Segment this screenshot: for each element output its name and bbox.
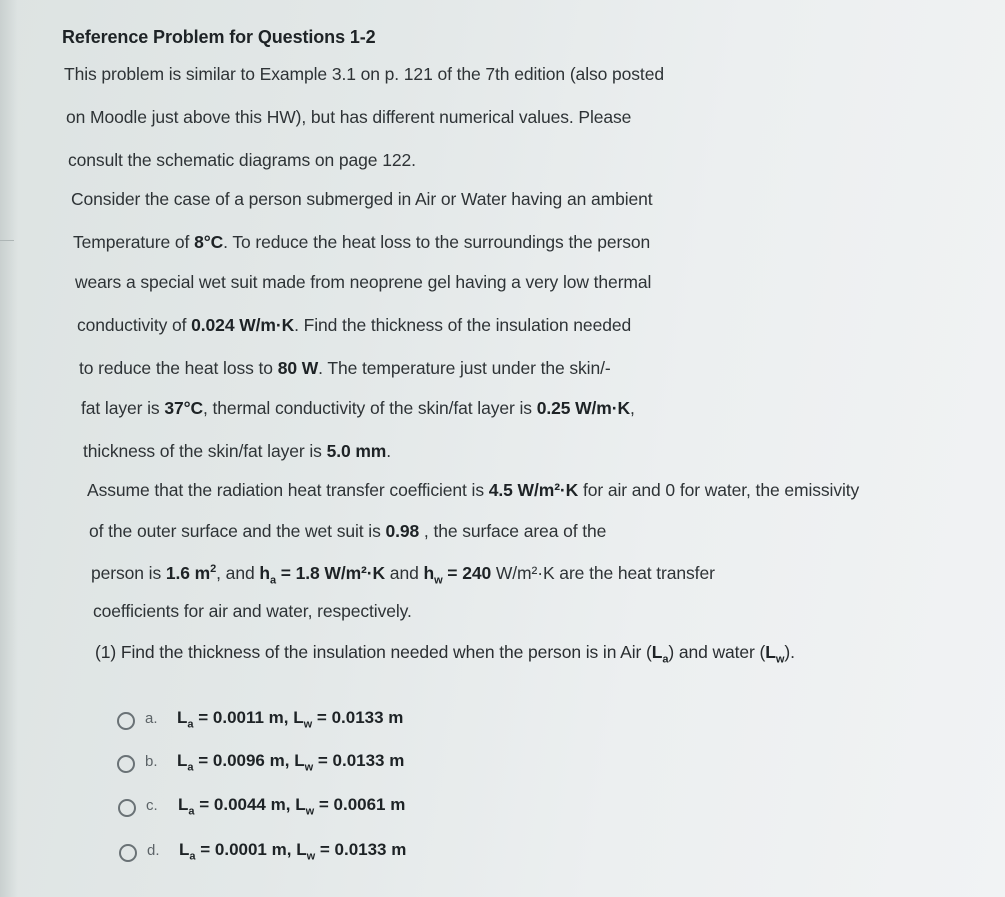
option-value: $L_a = 0.0001$ m, $L_w = 0.0133$ m: [179, 840, 407, 863]
lw-symbol: $L_w$: [765, 642, 785, 666]
body-line-9: of the outer surface and the wet suit is 0.98 , the surface area of the: [89, 521, 607, 541]
air-coefficient: $h_a = 1.8$ W/m²·K: [259, 563, 386, 587]
water-coefficient: $h_w = 240$: [423, 563, 492, 587]
body-line-1: Consider the case of a person submerged in Air or Water having an ambient: [71, 189, 653, 209]
intro-line-1: This problem is similar to Example 3.1 on p. 121 of the 7th edition (also posted: [64, 64, 664, 84]
insulation-conductivity: 0.024 W/m·K: [191, 315, 295, 335]
option-value: $L_a = 0.0096$ m, $L_w = 0.0133$ m: [177, 751, 405, 774]
skin-thickness: 5.0 mm: [326, 441, 387, 461]
water-coefficient-unit: W/m²·K: [495, 563, 555, 583]
option-letter: a.: [145, 710, 158, 727]
question-text: (1) Find the thickness of the insulation needed when the person is in Air $(L_a)$ and water $(L_w)$.: [95, 642, 795, 666]
radiation-coefficient: 4.5 W/m²·K: [488, 480, 579, 500]
body-line-8: Assume that the radiation heat transfer coefficient is 4.5 W/m²·K for air and 0 for water, the emissivity: [87, 480, 860, 500]
radio-button-icon[interactable]: [119, 844, 137, 862]
heat-loss: 80 W: [277, 358, 319, 378]
option-letter: d.: [147, 842, 160, 859]
page-shadow: [0, 0, 18, 897]
radio-button-icon[interactable]: [118, 799, 136, 817]
body-line-6: fat layer is 37°C, thermal conductivity of the skin/fat layer is 0.25 W/m·K,: [81, 398, 635, 418]
body-line-4: conductivity of 0.024 W/m·K. Find the thickness of the insulation needed: [77, 315, 632, 335]
option-letter: b.: [145, 753, 158, 770]
skin-temperature: 37°C: [164, 398, 204, 418]
option-value: $L_a = 0.0011$ m, $L_w = 0.0133$ m: [177, 708, 404, 731]
edge-divider: [0, 240, 14, 241]
intro-line-2: on Moodle just above this HW), but has different numerical values. Please: [66, 107, 632, 127]
intro-line-3: consult the schematic diagrams on page 122.: [68, 150, 416, 170]
body-line-2: Temperature of 8°C. To reduce the heat loss to the surroundings the person: [73, 232, 651, 252]
body-line-11: coefficients for air and water, respectively.: [93, 601, 412, 621]
body-line-7: thickness of the skin/fat layer is 5.0 mm.: [83, 441, 392, 461]
radio-button-icon[interactable]: [117, 712, 135, 730]
body-line-10: person is 1.6 $m^2$, and $h_a = 1.8$ W/m²·K and $h_w = 240$ W/m²·K are the heat transfer: [91, 563, 715, 587]
option-value: $L_a = 0.0044$ m, $L_w = 0.0061$ m: [178, 795, 406, 818]
problem-title: Reference Problem for Questions 1-2: [62, 27, 376, 47]
emissivity-value: 0.98: [385, 521, 420, 541]
la-symbol: $L_a$: [651, 642, 669, 666]
option-letter: c.: [146, 797, 158, 814]
ambient-temperature: 8°C: [194, 232, 224, 252]
body-line-3: wears a special wet suit made from neoprene gel having a very low thermal: [75, 272, 652, 292]
surface-area: 1.6 $m^2$: [165, 563, 217, 583]
radio-button-icon[interactable]: [117, 755, 135, 773]
body-line-5: to reduce the heat loss to 80 W. The temperature just under the skin/-: [79, 358, 611, 378]
skin-conductivity: 0.25 W/m·K: [536, 398, 631, 418]
